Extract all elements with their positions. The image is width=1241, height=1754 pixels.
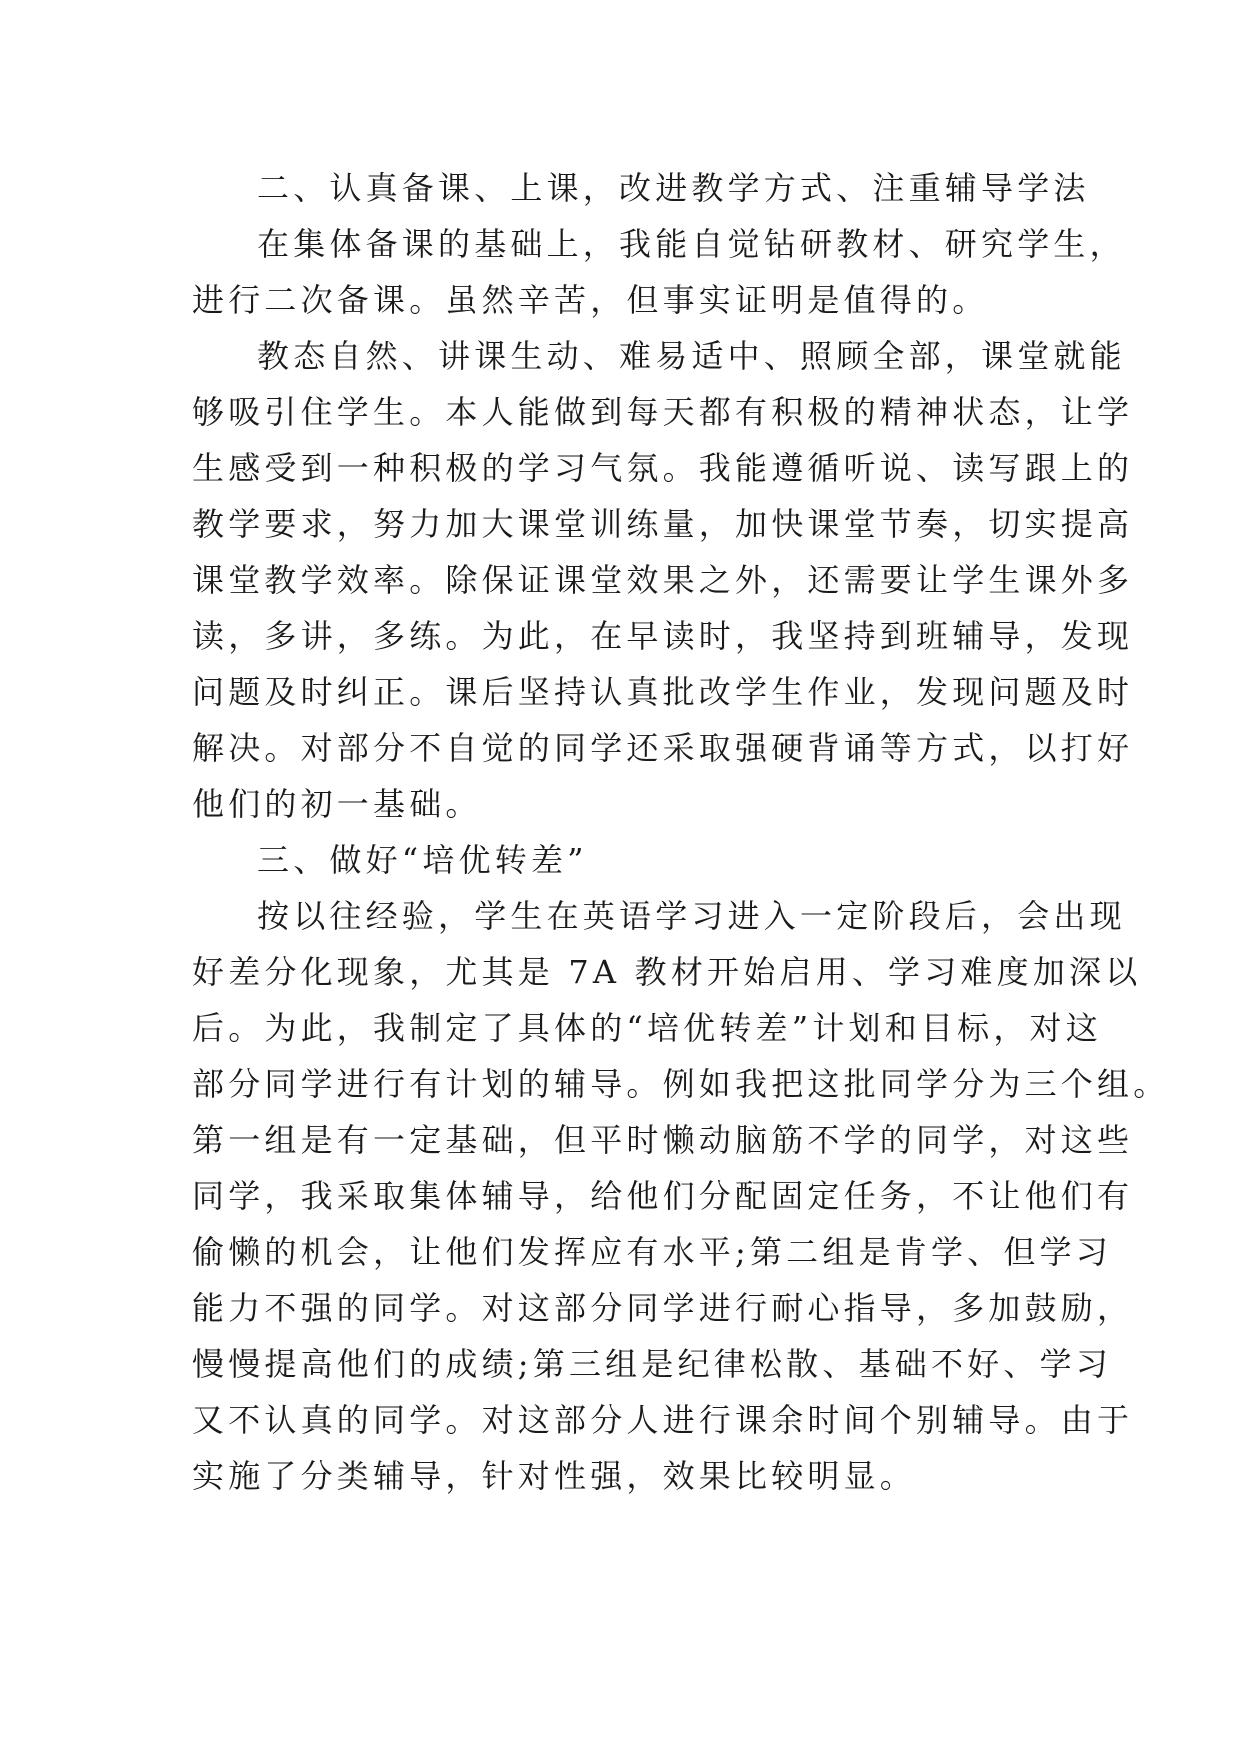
- paragraph-line: 课堂教学效率。除保证课堂效果之外，还需要让学生课外多: [192, 561, 1134, 599]
- paragraph-line: 实施了分类辅导，针对性强，效果比较明显。: [192, 1457, 917, 1495]
- paragraph-line: 他们的初一基础。: [192, 785, 482, 823]
- paragraph-line: 在集体备课的基础上，我能自觉钻研教材、研究学生，: [257, 225, 1126, 263]
- paragraph-line: 部分同学进行有计划的辅导。例如我把这批同学分为三个组。: [192, 1065, 1170, 1103]
- paragraph-line: 第一组是有一定基础，但平时懒动脑筋不学的同学，对这些: [192, 1121, 1134, 1159]
- paragraph-line: 按以往经验，学生在英语学习进入一定阶段后，会出现: [257, 897, 1126, 935]
- paragraph-line: 能力不强的同学。对这部分同学进行耐心指导，多加鼓励，: [192, 1289, 1134, 1327]
- paragraph-line: 解决。对部分不自觉的同学还采取强硬背诵等方式，以打好: [192, 729, 1134, 767]
- paragraph-line: 生感受到一种积极的学习气氛。我能遵循听说、读写跟上的: [192, 449, 1134, 487]
- paragraph-line: 好差分化现象，尤其是 7A 教材开始启用、学习难度加深以: [192, 953, 1142, 991]
- paragraph-line: 偷懒的机会，让他们发挥应有水平;第二组是肯学、但学习: [192, 1233, 1112, 1271]
- paragraph-line: 进行二次备课。虽然辛苦，但事实证明是值得的。: [192, 281, 989, 319]
- paragraph-line: 同学，我采取集体辅导，给他们分配固定任务，不让他们有: [192, 1177, 1134, 1215]
- paragraph-line: 问题及时纠正。课后坚持认真批改学生作业，发现问题及时: [192, 673, 1134, 711]
- paragraph-line: 教态自然、讲课生动、难易适中、照顾全部，课堂就能: [257, 337, 1126, 375]
- section-heading-3: 三、做好“培优转差”: [257, 841, 588, 879]
- paragraph-line: 后。为此，我制定了具体的“培优转差”计划和目标，对这: [192, 1009, 1102, 1047]
- paragraph-line: 够吸引住学生。本人能做到每天都有积极的精神状态，让学: [192, 393, 1134, 431]
- paragraph-line: 慢慢提高他们的成绩;第三组是纪律松散、基础不好、学习: [192, 1345, 1112, 1383]
- section-heading-2: 二、认真备课、上课，改进教学方式、注重辅导学法: [257, 169, 1090, 207]
- paragraph-line: 又不认真的同学。对这部分人进行课余时间个别辅导。由于: [192, 1401, 1134, 1439]
- paragraph-line: 读，多讲，多练。为此，在早读时，我坚持到班辅导，发现: [192, 617, 1134, 655]
- paragraph-line: 教学要求，努力加大课堂训练量，加快课堂节奏，切实提高: [192, 505, 1134, 543]
